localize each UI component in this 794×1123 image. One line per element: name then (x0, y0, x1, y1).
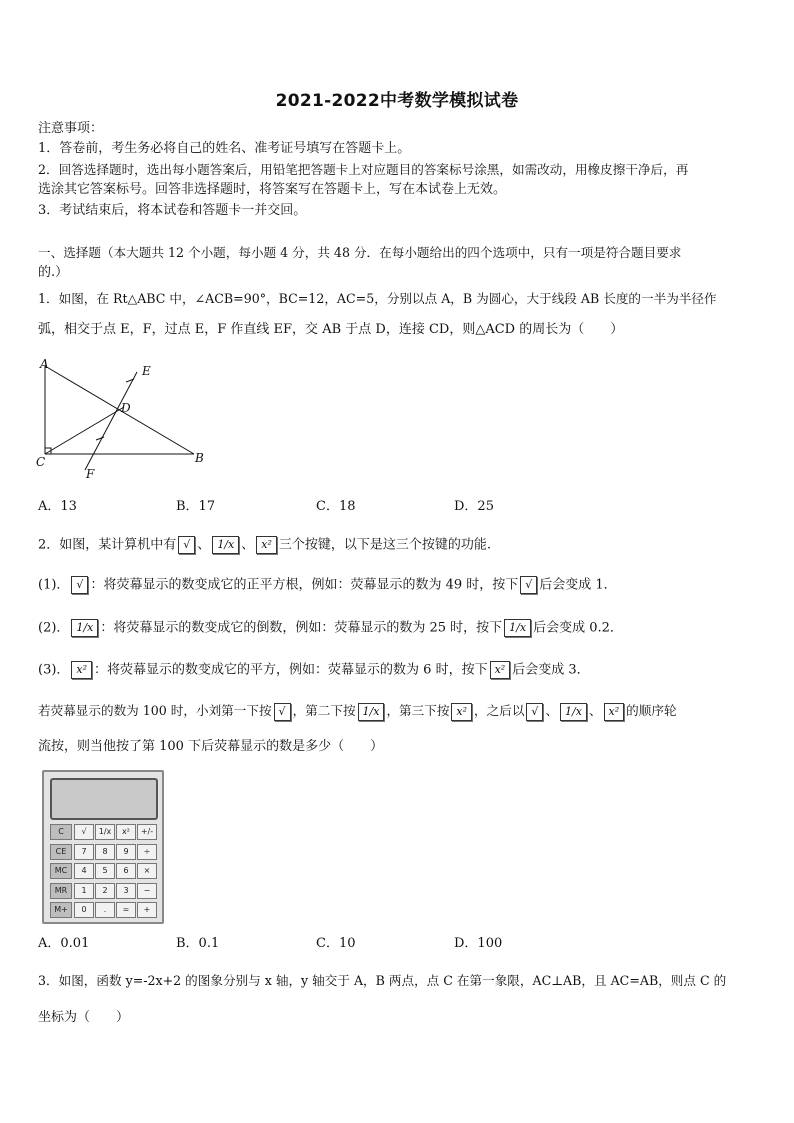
reciprocal-key-icon: 1/x (504, 619, 531, 637)
sqrt-key-icon: √ (274, 703, 291, 721)
calculator-key: C (50, 824, 72, 840)
notice-item-2: 2．回答选择题时，选出每小题答案后，用铅笔把答题卡上对应题目的答案标号涂黑，如需改动，用橡皮擦干净后，再 (38, 162, 689, 177)
q2-scenario-b: ，第二下按 (292, 703, 356, 718)
sqrt-key-icon: √ (520, 576, 537, 594)
q2-f3-text: ：将荧幕显示的数变成它的平方，例如：荧幕显示的数为 6 时，按下 (94, 662, 488, 678)
q3-text-line1: 3．如图，函数 y=-2x+2 的图象分别与 x 轴，y 轴交于 A，B 两点，点 C 在第一象限，AC⊥AB，且 AC=AB，则点 C 的 (38, 973, 727, 988)
q2-option-b: B．0.1 (176, 936, 220, 951)
q2-scenario-c: ，第三下按 (386, 703, 450, 718)
q2-scenario-g: 的顺序轮 (626, 703, 677, 718)
segment-cd (45, 407, 124, 454)
calculator-key: + (137, 902, 157, 918)
square-key-icon: x² (451, 703, 472, 721)
calculator-key: 0 (74, 902, 94, 918)
calculator-image (42, 770, 164, 924)
calculator-key: 1 (74, 883, 94, 899)
reciprocal-key-icon: 1/x (212, 536, 239, 554)
q2-function-3 (38, 661, 590, 680)
square-key-icon: x² (71, 661, 92, 679)
calculator-key: ÷ (137, 844, 157, 860)
q2-scenario-e: 、 (545, 703, 559, 718)
calculator-key: = (116, 902, 136, 918)
calculator-key: x² (116, 824, 136, 840)
q2-scenario-d: ，之后以 (474, 703, 525, 718)
q2-question: 流按，则当他按了第 100 下后荧幕显示的数是多少（ ） (38, 739, 384, 754)
calculator-key: 3 (116, 883, 136, 899)
q2-f1-prefix: (1)． (38, 577, 70, 593)
q2-function-1 (38, 576, 617, 595)
q2-f2-prefix: (2)． (38, 620, 70, 636)
calculator-key: . (95, 902, 115, 918)
q2-function-2 (38, 619, 623, 638)
q2-f2-result: 后会变成 0.2． (533, 620, 623, 636)
q2-f3-result: 后会变成 3． (512, 662, 590, 678)
q2-f3-prefix: (3)． (38, 662, 70, 678)
notice-item-2-cont: 选涂其它答案标号。回答非选择题时，将答案写在答题卡上，写在本试卷上无效。 (38, 182, 507, 197)
q1-option-c: C．18 (316, 499, 356, 514)
label-c: C (36, 455, 46, 469)
sqrt-key-icon: √ (178, 536, 195, 554)
q1-option-a: A．13 (38, 499, 77, 514)
notice-item-3: 3．考试结束后，将本试卷和答题卡一并交回。 (38, 203, 307, 218)
q2-option-d: D．100 (454, 936, 503, 951)
line-ef (85, 372, 137, 470)
page-title: 2021-2022中考数学模拟试卷 (275, 91, 519, 111)
q1-text-line1: 1．如图，在 Rt△ABC 中，∠ACB=90°，BC=12，AC=5，分别以点 A，B 为圆心，大于线段 AB 长度的一半为半径作 (38, 291, 717, 306)
notice-item-1: 1．答卷前，考生务必将自己的姓名、准考证号填写在答题卡上。 (38, 141, 411, 156)
q1-option-d: D．25 (454, 499, 494, 514)
calculator-key: +/- (137, 824, 157, 840)
q2-intro-text-a: 2．如图，某计算机中有 (38, 537, 177, 553)
square-key-icon: x² (490, 661, 511, 679)
calculator-key: M+ (50, 902, 72, 918)
calculator-key: √ (74, 824, 94, 840)
arc-mark-f (96, 437, 104, 440)
q2-f2-text: ：将荧幕显示的数变成它的倒数，例如：荧幕显示的数为 25 时，按下 (100, 620, 503, 636)
q2-scenario (38, 702, 677, 721)
q3-text-line2: 坐标为（ ） (38, 1010, 130, 1025)
calculator-key: − (137, 883, 157, 899)
reciprocal-key-icon: 1/x (358, 703, 385, 721)
q2-f1-result: 后会变成 1． (539, 577, 617, 593)
notice-heading: 注意事项： (38, 121, 104, 136)
q2-option-c: C．10 (316, 936, 356, 951)
q2-sep-1: 、 (197, 537, 211, 553)
q2-intro-text-b: 三个按键，以下是这三个按键的功能. (278, 537, 492, 553)
reciprocal-key-icon: 1/x (560, 703, 587, 721)
q2-scenario-f: 、 (588, 703, 602, 718)
calculator-key: CE (50, 844, 72, 860)
calculator-key: 2 (95, 883, 115, 899)
sqrt-key-icon: √ (526, 703, 543, 721)
q1-triangle-figure (34, 358, 214, 483)
label-a: A (40, 358, 49, 371)
q1-text-line2: 弧，相交于点 E，F，过点 E，F 作直线 EF，交 AB 于点 D，连接 CD，则△ACD 的周长为（ ） (38, 322, 624, 337)
section-heading-cont: 的.） (38, 265, 69, 280)
q2-f1-text: ：将荧幕显示的数变成它的正平方根，例如：荧幕显示的数为 49 时，按下 (90, 577, 519, 593)
calculator-key: 1/x (95, 824, 115, 840)
square-key-icon: x² (256, 536, 277, 554)
calculator-key: 5 (95, 863, 115, 879)
q2-option-a: A．0.01 (38, 936, 90, 951)
calculator-key: MC (50, 863, 72, 879)
q2-intro (38, 536, 491, 555)
calculator-key: 7 (74, 844, 94, 860)
calculator-screen (50, 778, 158, 820)
calculator-key: 4 (74, 863, 94, 879)
square-key-icon: x² (604, 703, 625, 721)
q1-option-b: B．17 (176, 499, 216, 514)
reciprocal-key-icon: 1/x (71, 619, 98, 637)
calculator-key: 8 (95, 844, 115, 860)
calculator-key: 9 (116, 844, 136, 860)
calculator-key: × (137, 863, 157, 879)
calculator-key: 6 (116, 863, 136, 879)
label-e: E (142, 364, 151, 378)
q2-scenario-a: 若荧幕显示的数为 100 时，小刘第一下按 (38, 703, 272, 718)
q2-sep-2: 、 (241, 537, 255, 553)
label-d: D (121, 401, 131, 415)
label-b: B (195, 451, 204, 465)
section-heading: 一、选择题（本大题共 12 个小题，每小题 4 分，共 48 分．在每小题给出的四个选项中，只有一项是符合题目要求 (38, 245, 682, 260)
calculator-key: MR (50, 883, 72, 899)
label-f: F (86, 467, 95, 481)
sqrt-key-icon: √ (71, 576, 88, 594)
